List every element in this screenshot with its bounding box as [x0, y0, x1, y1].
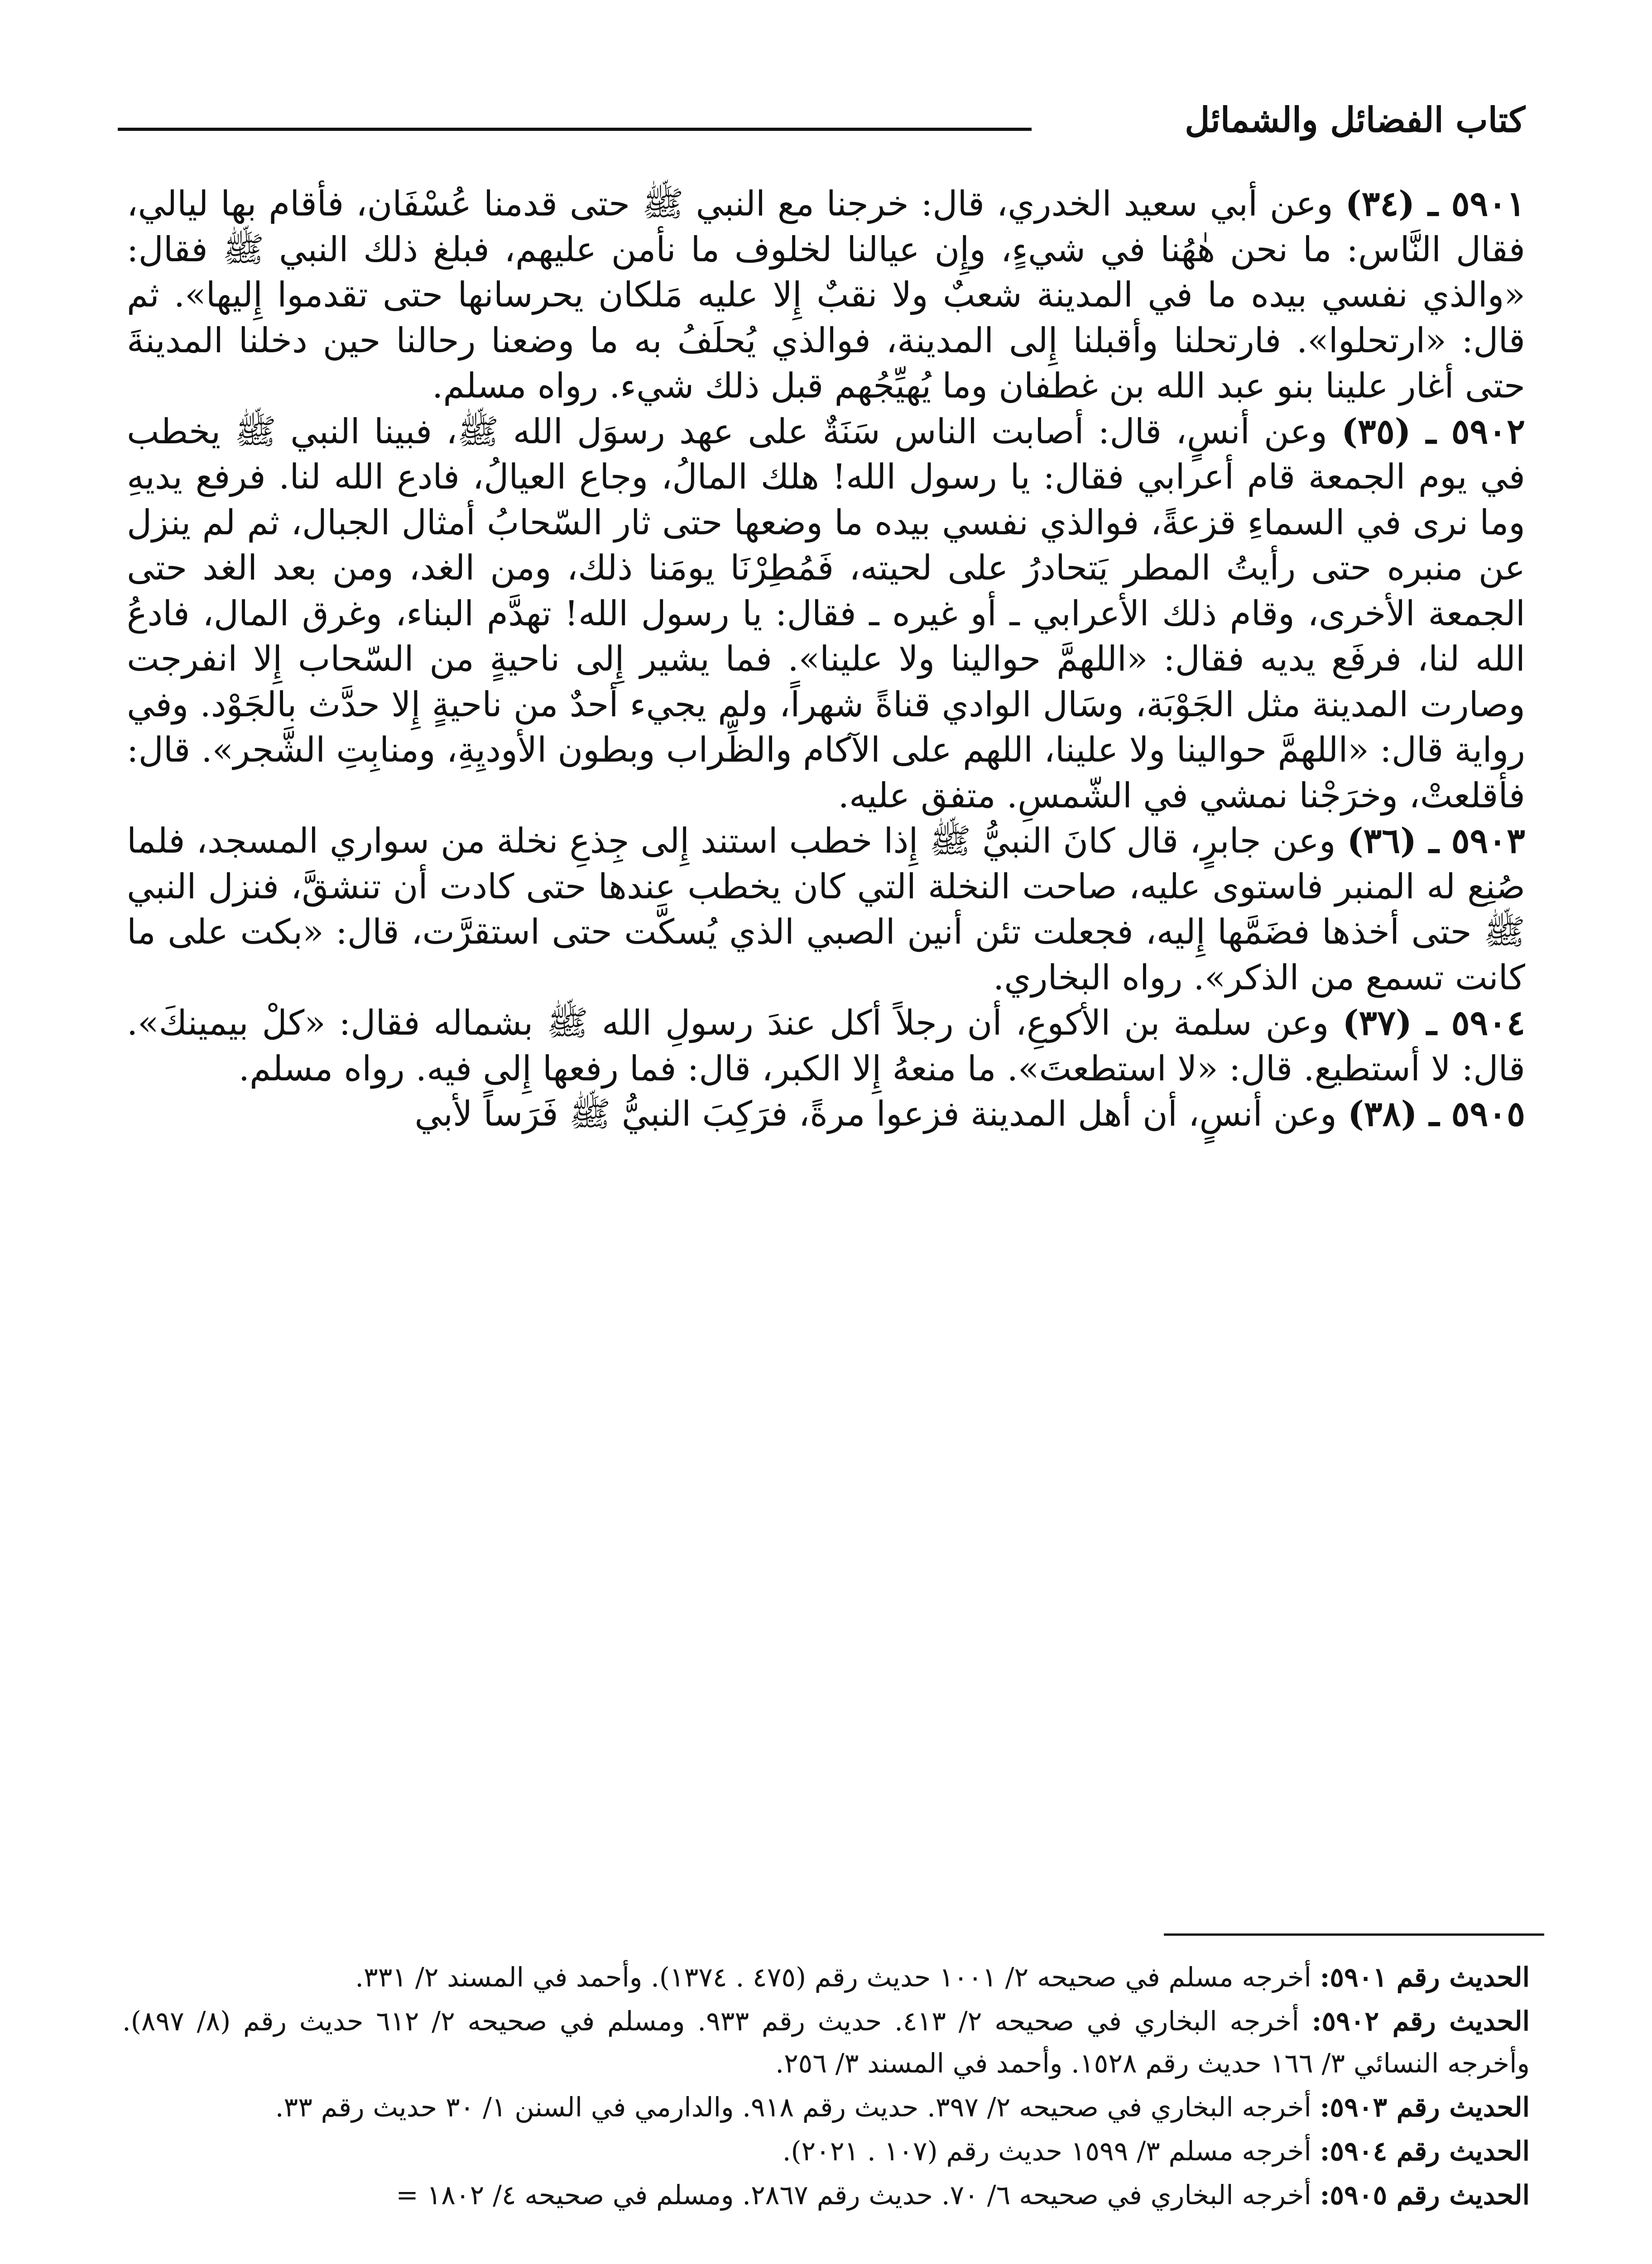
hadith-body — [127, 181, 1525, 1137]
footnote-5901 — [122, 1956, 1530, 1998]
hadith-5901 — [127, 181, 1525, 409]
hadith-number: ٥٩٠٤ ـ (٣٧) — [1342, 1002, 1525, 1043]
footnote-text: أخرجه مسلم ٣/ ١٥٩٩ حديث رقم (١٠٧ . ٢٠٢١). — [782, 2135, 1311, 2167]
hadith-text: وعن سلمة بن الأكوعِ، أن رجلاً أكل عندَ رسولِ الله ﷺ بشماله فقال: «كلْ بيمينكَ». قال: لا أستطيع. قال: «لا استطعتَ». ما منعهُ إِلا الكبر، قال: فما رفعها إِلى فيه. رواه مسلم. — [127, 1002, 1525, 1089]
hadith-number: ٥٩٠٥ ـ (٣٨) — [1347, 1094, 1525, 1134]
hadith-number: ٥٩٠٣ ـ (٣٦) — [1347, 820, 1525, 861]
hadith-number: ٥٩٠٢ ـ (٣٥) — [1341, 411, 1525, 451]
hadith-number: ٥٩٠١ ـ (٣٤) — [1345, 183, 1525, 224]
hadith-5905 — [127, 1091, 1525, 1137]
hadith-5904 — [127, 1000, 1525, 1091]
footnote-label: الحديث رقم ٥٩٠٢: — [1311, 2005, 1530, 2037]
footnote-text: أخرجه البخاري في صحيحه ٦/ ٧٠. حديث رقم ٢٨٦٧. ومسلم في صحيحه ٤/ ١٨٠٢ = — [396, 2179, 1311, 2211]
book-title: كتاب الفضائل والشمائل — [1185, 100, 1525, 140]
footnote-separator — [1164, 1933, 1544, 1936]
hadith-text: وعن أنسٍ، قال: أصابت الناس سَنَةٌ على عهد رسوَل الله ﷺ، فبينا النبي ﷺ يخطب في يوم الجمعة قام أعرابي فقال: يا رسول الله! هلك المالُ، وجاع العيالُ، فادع الله لنا. فرفع يديهِ وما نرى في السماءِ قزعةً، فوالذي نفسي بيده ما وضعها حتى ثار السّحابُ أمثال الجبال، ثم لم ينزل عن منبره حتى رأيتُ المطر يَتحادرُ على لحيته، فَمُطِرْنَا يومَنا ذلك، ومن الغد، ومن بعد الغد حتى الجمعة الأخرى، وقام ذلك الأعرابي ـ أو غيره ـ فقال: يا رسول الله! تهدَّم البناء، وغرق المال، فادعُ الله لنا، فرفَع يديه فقال: «اللهمَّ حوالينا ولا علينا». فما يشير إِلى ناحيةٍ من السّحاب إِلا انفرجت وصارت المدينة مثل الجَوْبَة، وسَال الوادي قناةً شهراً، ولم يجيء أحدٌ من ناحيةٍ إِلا حدَّث بالجَوْد. وفي رواية قال: «اللهمَّ حوالينا ولا علينا، اللهم على الآكام والظِّراب وبطون الأوديِةِ، ومنابِتِ الشَّجر». قال: فأقلعتْ، وخرَجْنا نمشي في الشّمسِ. متفق عليه. — [127, 411, 1525, 815]
footnote-label: الحديث رقم ٥٩٠٥: — [1320, 2179, 1530, 2211]
hadith-text: وعن أبي سعيد الخدري، قال: خرجنا مع النبي ﷺ حتى قدمنا عُسْفَان، فأقام بها ليالي، فقال النَّاس: ما نحن هٰهُنا في شيءٍ، وإِن عيالنا لخلوف ما نأمن عليهم، فبلغ ذلك النبي ﷺ فقال: «والذي نفسي بيده ما في المدينة شعبٌ ولا نقبٌ إِلا عليه مَلكان يحرسانها حتى تقدموا إِليها». ثم قال: «ارتحلوا». فارتحلنا وأقبلنا إِلى المدينة، فوالذي يُحلَفُ به ما وضعنا رحالنا حين دخلنا المدينةَ حتى أغار علينا بنو عبد الله بن غطفان وما يُهيِّجُهم قبل ذلك شيء. رواه مسلم. — [127, 183, 1525, 406]
footnotes — [122, 1956, 1530, 2218]
footnote-label: الحديث رقم ٥٩٠٤: — [1320, 2135, 1530, 2167]
hadith-text: وعن جابرٍ، قال كانَ النبيُّ ﷺ إِذا خطب استند إِلى جِذعِ نخلة من سواري المسجد، فلما صُنِع له المنبر فاستوى عليه، صاحت النخلة التي كان يخطب عندها حتى كادت أن تنشقَّ، فنزل النبي ﷺ حتى أخذها فضَمَّها إِليه، فجعلت تئن أنين الصبي الذي يُسكَّت حتى استقرَّت، قال: «بكت على ما كانت تسمع من الذكر». رواه البخاري. — [127, 820, 1525, 998]
footnote-5902 — [122, 2000, 1530, 2084]
hadith-5902 — [127, 409, 1525, 819]
footnote-text: أخرجه البخاري في صحيحه ٢/ ٣٩٧. حديث رقم ٩١٨. والدارمي في السنن ١/ ٣٠ حديث رقم ٣٣. — [275, 2091, 1311, 2123]
running-header — [118, 86, 1525, 145]
hadith-text: وعن أنسٍ، أن أهل المدينة فزعوا مرةً، فرَكِبَ النبيُّ ﷺ فَرَساً لأبي — [414, 1094, 1337, 1134]
footnote-text: أخرجه مسلم في صحيحه ٢/ ١٠٠١ حديث رقم (٤٧٥ . ١٣٧٤). وأحمد في المسند ٢/ ٣٣١. — [355, 1962, 1311, 1993]
footnote-5904 — [122, 2130, 1530, 2172]
header-rule — [118, 128, 1032, 131]
hadith-5903 — [127, 818, 1525, 1000]
footnote-5903 — [122, 2086, 1530, 2128]
footnote-label: الحديث رقم ٥٩٠١: — [1320, 1962, 1530, 1993]
footnote-text: أخرجه البخاري في صحيحه ٢/ ٤١٣. حديث رقم ٩٣٣. ومسلم في صحيحه ٢/ ٦١٢ حديث رقم (٨/ ٨٩٧). وأخرجه النسائي ٣/ ١٦٦ حديث رقم ١٥٢٨. وأحمد في المسند ٣/ ٢٥٦. — [122, 2005, 1530, 2079]
footnote-5905 — [122, 2174, 1530, 2216]
footnote-label: الحديث رقم ٥٩٠٣: — [1320, 2091, 1530, 2123]
